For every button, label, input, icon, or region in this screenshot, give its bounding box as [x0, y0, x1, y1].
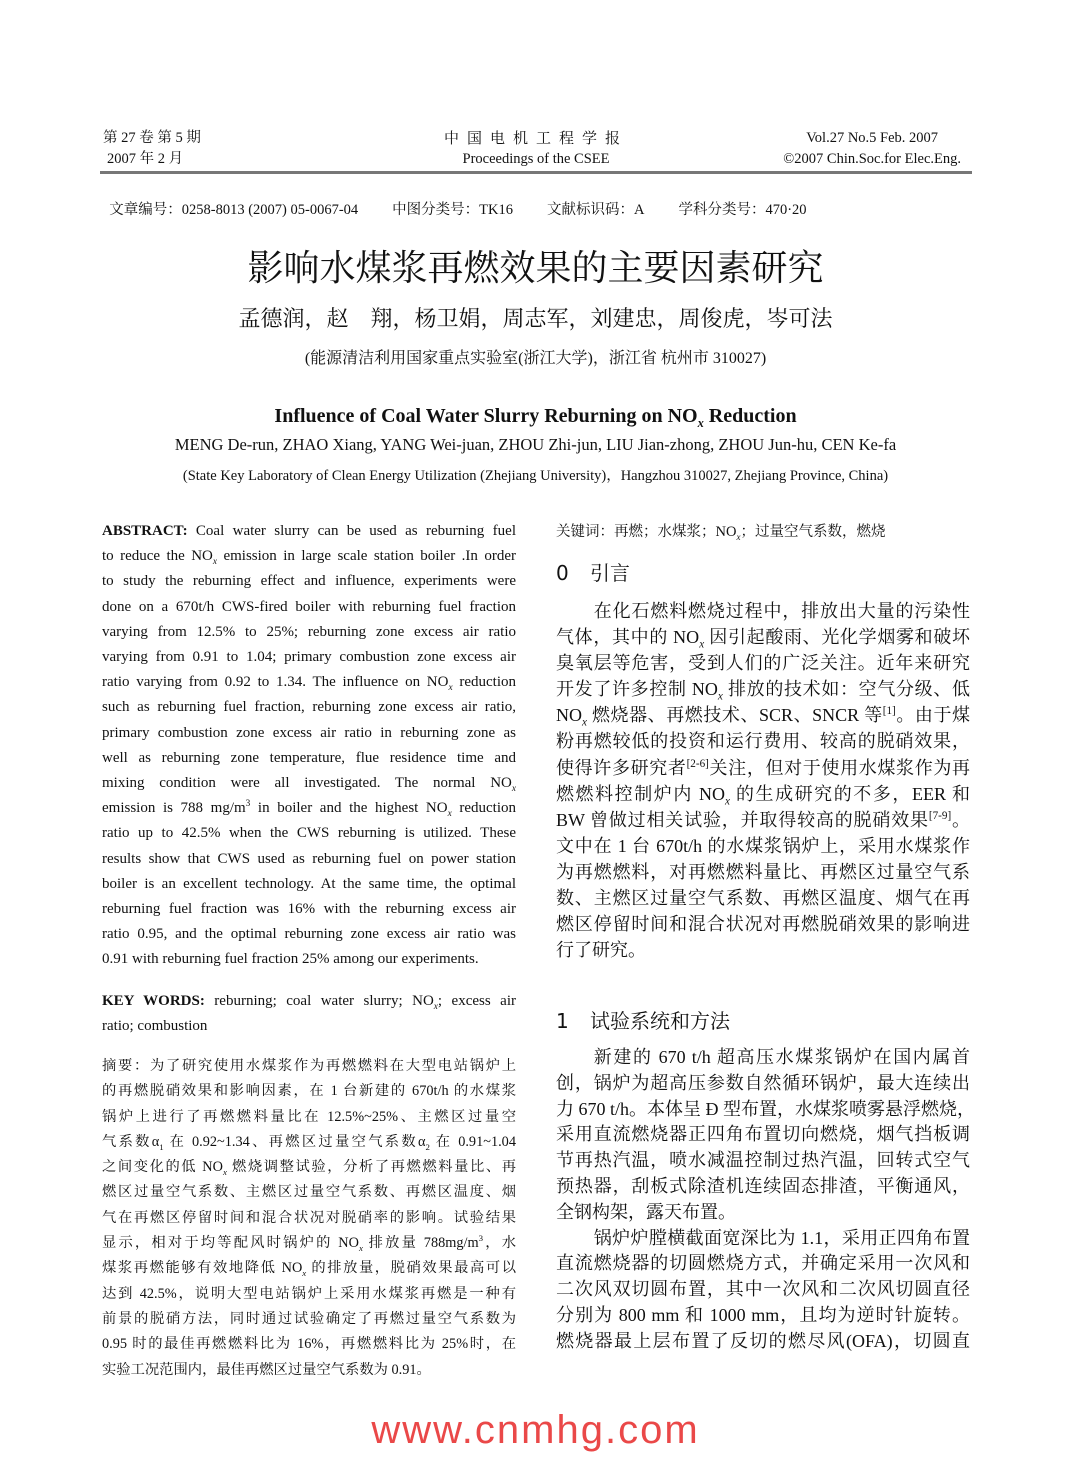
journal-name	[386, 128, 686, 170]
journal-name-en: Proceedings of the CSEE	[462, 151, 610, 167]
text-line: 为再燃燃料，对再燃燃料量比、再燃区过量空气系	[556, 861, 970, 882]
journal-name-cn: 中国电机工程学报	[443, 129, 628, 147]
subject-code: 学科分类号：470·20	[678, 202, 807, 218]
text-line: 二次风双切圆布置，其中一次风和二次风切圆直径	[556, 1279, 970, 1300]
keywords-en	[102, 989, 516, 1039]
abstract-cn	[102, 1054, 516, 1383]
text-line: varying from 0.91 to 1.04; primary combustion zone excess air	[102, 649, 516, 666]
method-paragraph-2	[556, 1226, 970, 1355]
header-rule	[100, 171, 972, 174]
text-line: to study the reburning effect and influence, experiments were	[102, 573, 516, 590]
subscript: x	[212, 557, 218, 568]
text-line: 创，锅炉为超高压参数自然循环锅炉，最大连续出	[556, 1072, 970, 1093]
section-title: 试验系统和方法	[590, 1009, 730, 1033]
authors-en: MENG De-run, ZHAO Xiang, YANG Wei-juan, ZHOU Zhi-jun, LIU Jian-zhong, ZHOU Jun-hu, CEN Ke-fa	[174, 435, 897, 454]
watermark: www.cnmhg.com	[371, 1408, 700, 1452]
text-line: 达到 42.5%，说明大型电站锅炉上采用水煤浆再燃是一种有	[102, 1285, 516, 1302]
text-line: mixing condition were all investigated. The normal $NO_x$	[102, 775, 516, 795]
intro-paragraph	[556, 598, 970, 963]
subscript: x	[433, 1002, 438, 1012]
text-line: 之间变化的低 $NO_x$ 燃烧调整试验，分析了再燃燃料量比、再	[102, 1159, 516, 1178]
text-line: 采用直流燃烧器正四角布置切向燃烧，烟气挡板调	[556, 1124, 970, 1145]
text-line: 力 670 t/h。本体呈 Đ 型布置，水煤浆喷雾悬浮燃烧，	[556, 1098, 975, 1119]
text-line: 文中在 1 台 670t/h 的水煤浆锅炉上，采用水煤浆作	[556, 835, 970, 856]
subscript: x	[222, 1167, 227, 1178]
text-line: 行了研究。	[556, 940, 646, 961]
section-title: 引言	[590, 561, 630, 585]
method-paragraph-1	[556, 1045, 975, 1226]
text-line: 的再燃脱硝效果和影响因素，在 1 台新建的 670t/h 的水煤浆	[102, 1083, 516, 1100]
text-line: KEY WORDS: reburning; coal water slurry; $NO_x$; excess air	[102, 993, 516, 1012]
text-line: emission is 788 $mg/m^3$ in boiler and the highest $NO_x$ reduction	[102, 799, 517, 820]
date-cn: 2007 年 2 月	[107, 151, 184, 167]
text-line: 全钢构架，露天布置。	[556, 1201, 736, 1222]
volume-cn: 第 27 卷 第 5 期	[103, 130, 201, 146]
text-line: 节再热汽温，喷水减温控制过热汽温，回转式空气	[556, 1150, 970, 1171]
text-line: done on a 670t/h CWS-fired boiler with reburning fuel fraction	[102, 598, 516, 615]
abstract-en	[102, 519, 516, 973]
text-line: boiler is an excellent technology. At the same time, the optimal	[102, 875, 516, 892]
clc-number: 中图分类号：TK16	[392, 202, 513, 218]
title-cn: 影响水煤浆再燃效果的主要因素研究	[247, 248, 824, 289]
text-line: 气在再燃区停留时间和混合状况对脱硝率的影响。试验结果	[102, 1209, 516, 1226]
superscript: 3	[478, 1233, 484, 1244]
text-line: 关键词：再燃；水煤浆；$NO_x$；过量空气系数，燃烧	[556, 524, 886, 542]
text-line: 新建的 670 t/h 超高压水煤浆锅炉在国内属首	[593, 1047, 970, 1067]
superscript: [1]	[882, 705, 896, 718]
text-line: 摘要：为了研究使用水煤浆作为再燃燃料在大型电站锅炉上	[102, 1058, 516, 1074]
text-line: 锅炉炉膛横截面宽深比为 1.1，采用正四角布置	[593, 1227, 970, 1248]
subscript: x	[697, 416, 704, 430]
text-line: to reduce the $NO_x$ emission in large scale station boiler .In order	[102, 548, 516, 568]
text-line: 锅炉上进行了再燃燃料量比在 12.5%~25%、主燃区过量空	[102, 1108, 516, 1125]
subscript: x	[717, 690, 723, 703]
volume-en: Vol.27 No.5 Feb. 2007	[806, 130, 939, 146]
subscript: x	[736, 531, 741, 542]
text-line: varying from 12.5% to 25%; reburning zone excess air ratio	[102, 623, 516, 640]
subscript: x	[447, 809, 452, 820]
title-en	[0, 405, 1071, 428]
subscript: x	[724, 795, 730, 808]
text-line: 气系数$\alpha_1$ 在 0.92~1.34、再燃区过量空气系数$\alpha_2$ 在 0.91~1.04	[102, 1133, 516, 1152]
authors-cn: 孟德润，赵 翔，杨卫娟，周志军，刘建忠，周俊虎，岑可法	[238, 307, 833, 332]
text-line: 直流燃烧器的切圆燃烧方式，并确定采用一次风和	[556, 1253, 970, 1274]
affiliation-cn: (能源清洁利用国家重点实验室(浙江大学)，浙江省 杭州市 310027)	[304, 350, 767, 367]
copyright: ©2007 Chin.Soc.for Elec.Eng.	[783, 151, 961, 167]
text-line: ABSTRACT: Coal water slurry can be used as reburning fuel	[102, 523, 516, 539]
subscript: x	[448, 683, 453, 694]
section-heading-intro	[556, 557, 970, 586]
text-line: 分别为 800 mm 和 1000 mm，且均为逆时针旋转。	[556, 1304, 970, 1325]
subscript: x	[302, 1268, 307, 1279]
text-line: 0.95 时的最佳再燃燃料比为 16%，再燃燃料比为 25%时，在	[102, 1336, 516, 1353]
text-line: 燃燃料控制炉内 $NO_x$ 的生成研究的不多，EER 和	[556, 783, 971, 808]
text-line: such as reburning fuel fraction, reburning zone excess air ratio,	[102, 699, 516, 716]
affiliation-en: (State Key Laboratory of Clean Energy Utilization (Zhejiang University)，Hangzhou 310027, Zhejiang Province, China)	[182, 468, 889, 484]
text-line: ratio; combustion	[102, 1018, 208, 1035]
text-line: 0.91 with reburning fuel fraction 25% among our experiments.	[102, 951, 479, 968]
subscript: 1	[159, 1141, 164, 1152]
text-line: primary combustion zone excess air ratio in reburning zone as	[102, 724, 516, 741]
subscript: x	[511, 784, 516, 795]
bold-label: KEY WORDS:	[102, 993, 205, 1009]
text-line: $NO_x$ 燃烧器、再燃技术、SCR、SNCR 等[1]。由于煤	[556, 705, 970, 729]
text-line: reburning fuel fraction was 16% with the reburning excess air	[102, 901, 516, 918]
text-line: 气体，其中的 $NO_x$ 因引起酸雨、光化学烟雾和破坏	[556, 627, 971, 651]
text-line: 燃区停留时间和混合状况对再燃脱硝效果的影响进	[556, 914, 970, 935]
subscript: x	[699, 638, 705, 651]
text-line: ratio varying from 0.92 to 1.34. The influence on $NO_x$ reduction	[102, 674, 516, 694]
text-line: 煤浆再燃能够有效地降低 $NO_x$ 的排放量，脱硝效果最高可以	[102, 1260, 516, 1279]
text-line: Influence of Coal Water Slurry Reburning on $NO_x$ Reduction	[274, 405, 797, 430]
text-line: 使得许多研究者[2-6]关注，但对于使用水煤浆作为再	[556, 757, 970, 778]
section-number: 1	[556, 1009, 569, 1033]
text-line: 臭氧层等危害，受到人们的广泛关注。近年来研究	[556, 653, 970, 674]
text-line: 开发了许多控制 $NO_x$ 排放的技术如：空气分级、低	[556, 679, 971, 703]
text-line: results show that CWS used as reburning fuel on power station	[102, 850, 516, 867]
superscript: 3	[245, 799, 251, 810]
text-line: 前景的脱硝方法，同时通过试验确定了再燃过量空气系数为	[102, 1310, 516, 1327]
text-line: 数、主燃区过量空气系数、再燃区温度、烟气在再	[556, 888, 970, 909]
volume-issue-en	[783, 128, 961, 170]
text-line: 显示，相对于均等配风时锅炉的 $NO_x$ 排放量 $788mg/m^3$，水	[102, 1233, 516, 1253]
text-line: 燃烧器最上层布置了反切的燃尽风(OFA)，切圆直	[556, 1330, 970, 1351]
subscript: x	[582, 716, 587, 729]
subscript: 2	[425, 1141, 430, 1152]
text-line: 实验工况范围内，最佳再燃区过量空气系数为 0.91。	[102, 1361, 431, 1378]
text-line: well as reburning zone temperature, flue residence time and	[102, 749, 516, 766]
section-number: 0	[556, 561, 569, 585]
superscript: [2-6]	[686, 757, 709, 770]
subscript: x	[358, 1242, 363, 1253]
volume-issue-cn	[103, 128, 201, 170]
article-number: 文章编号：0258-8013 (2007) 05-0067-04	[109, 202, 359, 218]
text-line: 在化石燃料燃烧过程中，排放出大量的污染性	[593, 601, 970, 621]
text-line: 预热器，刮板式除渣机连续固态排渣，平衡通风，	[556, 1175, 970, 1196]
document-code: 文献标识码：A	[546, 202, 645, 218]
superscript: [7-9]	[928, 809, 952, 822]
bold-label: ABSTRACT:	[102, 523, 188, 539]
keywords-cn	[556, 520, 970, 541]
text-line: 燃区过量空气系数、主燃区过量空气系数、再燃区温度、烟	[102, 1184, 516, 1201]
text-line: BW 曾做过相关试验，并取得较高的脱硝效果[7-9]。	[556, 809, 970, 830]
section-heading-method	[556, 1005, 970, 1034]
article-meta	[102, 181, 841, 219]
text-line: ratio up to 42.5% when the CWS reburning is utilized. These	[102, 825, 516, 842]
text-line: ratio 0.95, and the optimal reburning zone excess air ratio was	[102, 926, 516, 943]
text-line: 粉再燃较低的投资和运行费用、较高的脱硝效果，	[556, 731, 970, 752]
